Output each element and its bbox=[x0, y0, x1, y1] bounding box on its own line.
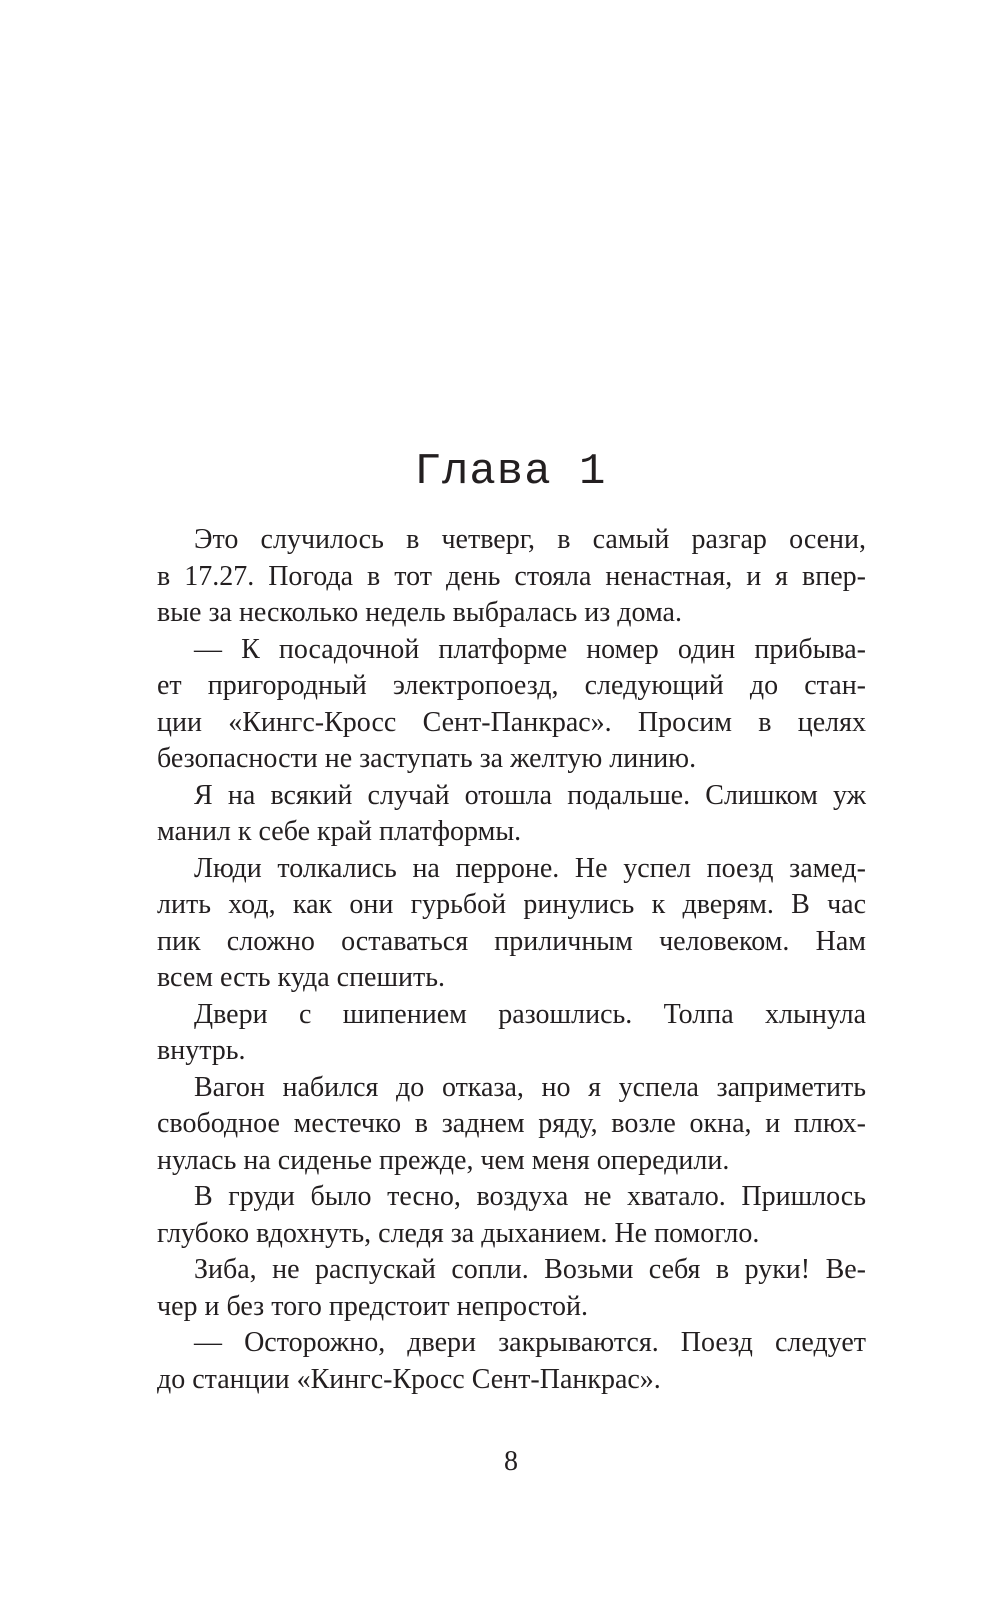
text-line: до станции «Кингс-Кросс Сент-Панкрас». bbox=[157, 1363, 661, 1395]
body-text bbox=[157, 522, 866, 1398]
paragraph bbox=[157, 1179, 866, 1252]
text-line: внутрь. bbox=[157, 1035, 246, 1066]
text-line: всем есть куда спешить. bbox=[157, 962, 446, 993]
text-line: глубоко вдохнуть, следя за дыханием. Не помогло. bbox=[157, 1217, 760, 1249]
text-line: Это случилось в четверг, в самый разгар осени, bbox=[194, 524, 866, 555]
text-line: вые за несколько недель выбралась из дома. bbox=[157, 597, 682, 628]
text-line: — Осторожно, двери закрываются. Поезд следует bbox=[194, 1327, 866, 1358]
chapter-title: Глава 1 bbox=[414, 447, 607, 497]
text-line: Я на всякий случай отошла подальше. Слишком уж bbox=[194, 779, 866, 811]
text-line: ет пригородный электропоезд, следующий до стан- bbox=[157, 670, 866, 701]
text-line: Зиба, не распускай сопли. Возьми себя в руки! Ве- bbox=[194, 1254, 866, 1285]
text-line: ции «Кингс-Кросс Сент-Панкрас». Просим в целях bbox=[157, 706, 866, 738]
paragraph bbox=[157, 1252, 866, 1325]
text-line: в 17.27. Погода в тот день стояла ненастная, и я впер- bbox=[157, 560, 866, 592]
paragraph bbox=[157, 1070, 866, 1180]
paragraph bbox=[157, 522, 866, 632]
paragraph bbox=[157, 997, 866, 1070]
text-line: нулась на сиденье прежде, чем меня опередили. bbox=[157, 1144, 730, 1176]
text-line: Люди толкались на перроне. Не успел поезд замед- bbox=[194, 852, 866, 884]
text-line: чер и без того предстоит непростой. bbox=[157, 1290, 589, 1322]
text-line: пик сложно оставаться приличным человеком. Нам bbox=[157, 925, 866, 957]
paragraph bbox=[157, 1325, 866, 1398]
text-line: лить ход, как они гурьбой ринулись к дверям. В час bbox=[157, 889, 866, 920]
page-number: 8 bbox=[504, 1446, 518, 1477]
text-line: свободное местечко в заднем ряду, возле окна, и плюх- bbox=[157, 1108, 866, 1139]
text-line: безопасности не заступать за желтую линию. bbox=[157, 743, 697, 774]
text-line: В груди было тесно, воздуха не хватало. Пришлось bbox=[194, 1181, 866, 1212]
paragraph bbox=[157, 632, 866, 778]
text-line: манил к себе край платформы. bbox=[157, 816, 522, 847]
text-line: Вагон набился до отказа, но я успела заприметить bbox=[194, 1071, 866, 1103]
text-line: — К посадочной платформе номер один прибыва- bbox=[194, 633, 866, 665]
text-line: Двери с шипением разошлись. Толпа хлынула bbox=[194, 998, 866, 1030]
paragraph bbox=[157, 778, 866, 851]
paragraph bbox=[157, 851, 866, 997]
